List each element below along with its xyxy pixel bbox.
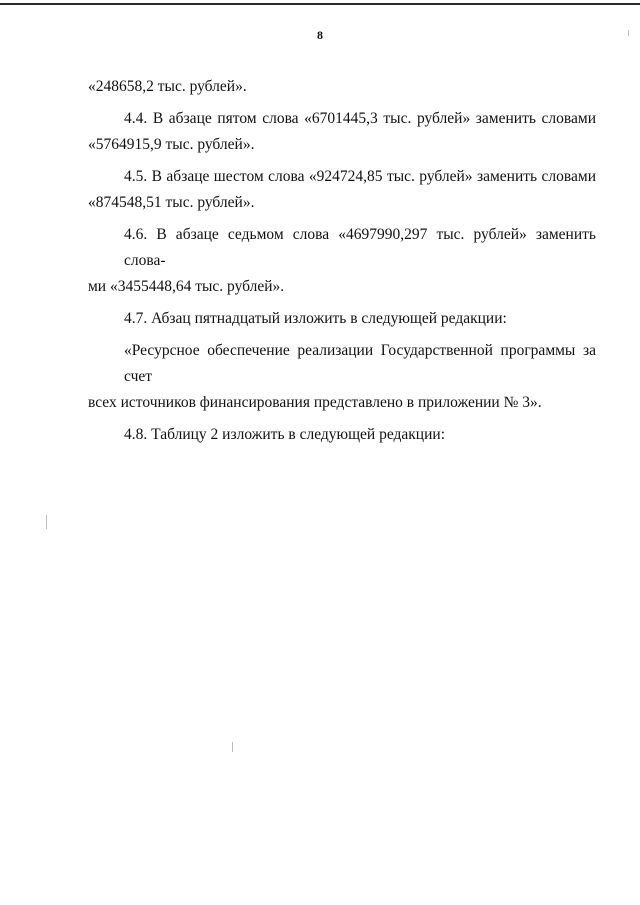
paragraph-line: ми «3455448,64 тыс. рублей». — [88, 278, 285, 295]
paragraph-line: 4.6. В абзаце седьмом слова «4697990,297 тыс. рублей» заменить слова- — [124, 226, 596, 269]
paragraph-line: «5764915,9 тыс. рублей». — [88, 136, 255, 153]
paragraph-line: «Ресурсное обеспечение реализации Государственной программы за счет — [124, 342, 596, 385]
page-number: 8 — [317, 28, 323, 42]
paragraph — [88, 422, 596, 448]
paragraph — [88, 164, 596, 216]
scan-artifact — [46, 515, 47, 529]
paragraph-line: «248658,2 тыс. рублей». — [88, 78, 247, 95]
paragraph-line: 4.5. В абзаце шестом слова «924724,85 тыс. рублей» заменить словами — [124, 168, 596, 185]
paragraph — [88, 222, 596, 300]
top-border-line — [0, 3, 640, 5]
paragraph-line: 4.7. Абзац пятнадцатый изложить в следующей редакции: — [124, 310, 507, 327]
paragraph-line: 4.4. В абзаце пятом слова «6701445,3 тыс. рублей» заменить словами — [124, 110, 596, 127]
paragraph — [88, 74, 596, 100]
document-body — [88, 74, 596, 448]
paragraph-line: 4.8. Таблицу 2 изложить в следующей редакции: — [124, 426, 445, 443]
scan-artifact — [232, 742, 233, 752]
paragraph — [88, 306, 596, 332]
paragraph — [88, 106, 596, 158]
paragraph-line: всех источников финансирования представлено в приложении № 3». — [88, 394, 542, 411]
paragraph-line: «874548,51 тыс. рублей». — [88, 194, 255, 211]
paragraph — [88, 338, 596, 416]
scan-artifact — [628, 30, 629, 36]
